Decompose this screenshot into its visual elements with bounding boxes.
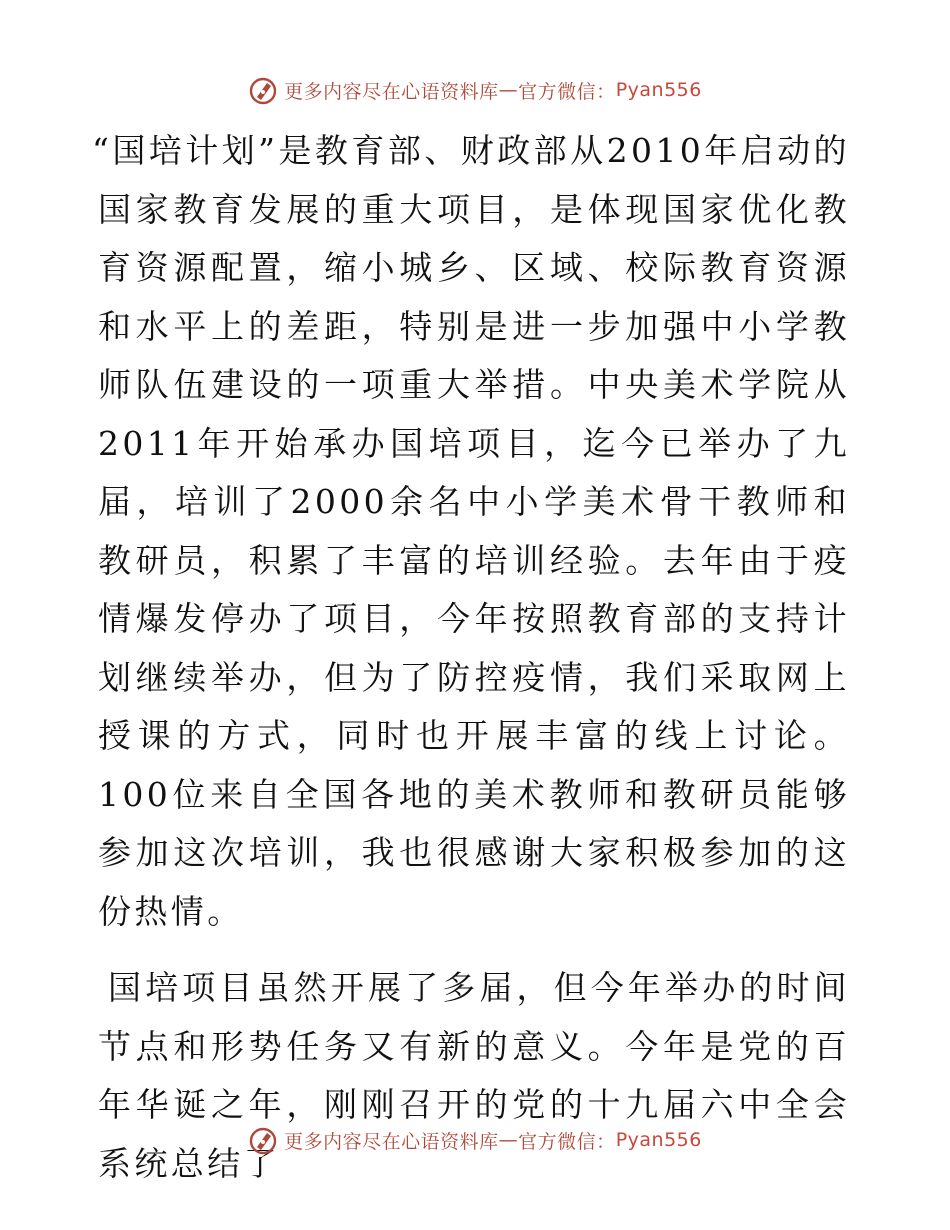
watermark-wechat-id: Pyan556 [615,1129,702,1151]
watermark-wechat-id: Pyan556 [615,79,702,101]
footer-watermark [0,1120,950,1160]
paragraph-1: “国培计划”是教育部、财政部从2010年启动的国家教育发展的重大项目，是体现国家优化教育资源配置，缩小城乡、区域、校际教育资源和水平上的差距，特别是进一步加强中小学教师队伍建设的一项重大举措。中央美术学院从2011年开始承办国培项目，迄今已举办了九届，培训了2000余名中小学美术骨干教师和教研员，积累了丰富的培训经验。去年由于疫情爆发停办了项目，今年按照教育部的支持计划继续举办，但为了防控疫情，我们采取网上授课的方式，同时也开展丰富的线上讨论。100位来自全国各地的美术教师和教研员能够参加这次培训，我也很感谢大家积极参加的这份热情。 [92,131,850,931]
document-body [92,122,850,1193]
watermark-dash: — [498,79,519,101]
watermark-official-label: 官方微信： [518,80,616,103]
pen-nib-circle-icon [248,1125,278,1155]
header-watermark [0,70,950,110]
pen-nib-circle-icon [248,75,278,105]
watermark-dash: — [498,1129,519,1151]
paragraph-2: 国培项目虽然开展了多届，但今年举办的时间节点和形势任务又有新的意义。今年是党的百年华诞之年，刚刚召开的党的十九届六中全会系统总结了 [98,968,850,1183]
watermark-text: 更多内容尽在心语资料库 [284,80,499,103]
watermark-official-label: 官方微信： [518,1130,616,1153]
watermark-text: 更多内容尽在心语资料库 [284,1130,499,1153]
